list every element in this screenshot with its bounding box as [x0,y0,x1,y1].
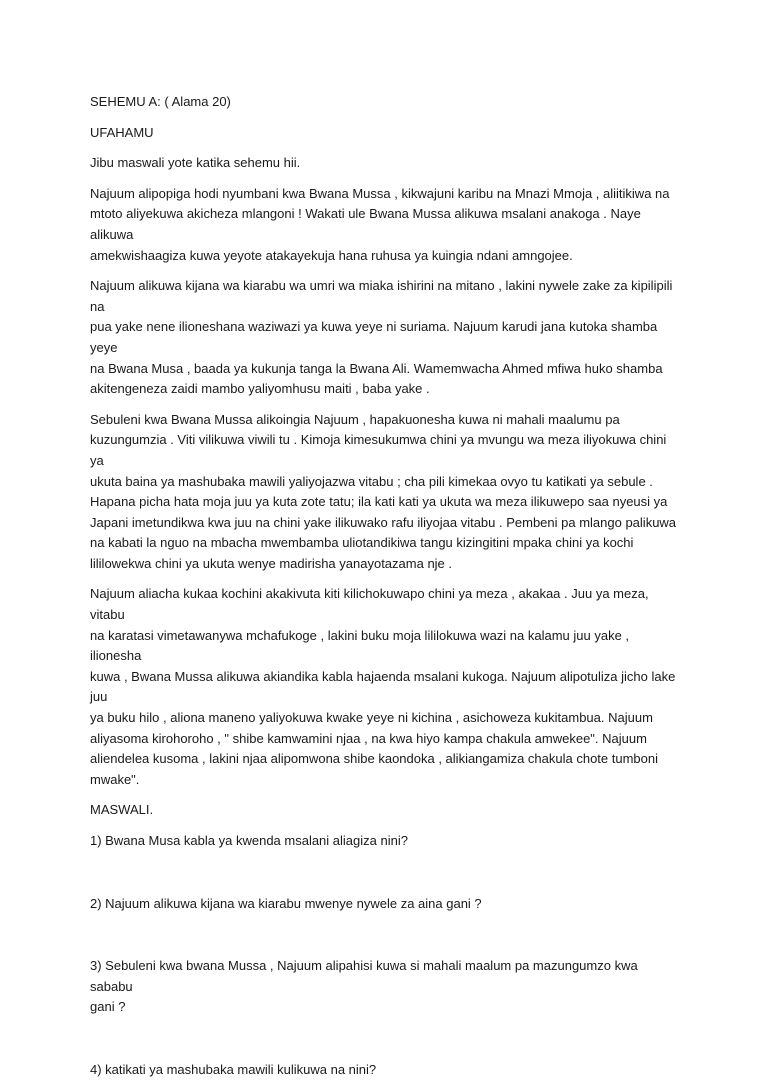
paragraph-line: Najuum aliacha kukaa kochini akakivuta kiti kilichokuwapo chini ya meza , akakaa . Juu ya meza, vitabu [90,586,649,623]
subheading: UFAHAMU [90,124,154,140]
document-page [90,92,680,1081]
question-1 [90,831,680,852]
paragraph-line: na kabati la nguo na mbacha mwembamba uliotandikiwa tangu kizingitini mpaka chini ya kochi [90,535,634,551]
paragraph-3 [90,410,680,575]
section-heading: SEHEMU A: ( Alama 20) [90,94,231,109]
question-line: 4) katikati ya mashubaka mawili kulikuwa na nini? [90,1061,377,1077]
paragraph-line: pua yake nene ilioneshana waziwazi ya kuwa yeye ni suriama. Najuum karudi jana kutoka shamba yeye [90,319,658,355]
paragraph-line: amekwishaagiza kuwa yeyote atakayekuja hana ruhusa ya kuingia ndani amngojee. [90,247,573,263]
paragraph-line: mtoto aliyekuwa akicheza mlangoni ! Wakati ule Bwana Mussa alikuwa msalani anakoga . Naye alikuwa [90,206,641,242]
paragraph-2 [90,276,680,400]
paragraph-1 [90,184,680,266]
question-line: 3) Sebuleni kwa bwana Mussa , Najuum alipahisi kuwa si mahali maalum pa mazungumzo kwa sababu [90,958,638,994]
paragraph-line: Hapana picha hata moja juu ya kuta zote tatu; ila kati kati ya ukuta wa meza ilikuwepo saa nyeusi ya [90,494,668,510]
paragraph-line: Najuum alikuwa kijana wa kiarabu wa umri wa miaka ishirini na mitano , lakini nywele zake za kipilipili na [90,278,673,314]
paragraph-line: ukuta baina ya mashubaka mawili yaliyojazwa vitabu ; cha pili kimekaa ovyo tu katikati ya sebule . [90,473,653,489]
paragraph-line: akitengeneza zaidi mambo yaliyomhusu maiti , baba yake . [90,381,430,397]
paragraph-line: ya buku hilo , aliona maneno yaliyokuwa kwake yeye ni kichina , asichoweza kukitambua. Najuum [90,710,653,726]
questions-heading: MASWALI. [90,802,154,818]
paragraph-line: kuzungumzia . Viti vilikuwa viwili tu . Kimoja kimesukumwa chini ya mvungu wa meza iliyokuwa chini ya [90,432,667,468]
question-line: 2) Najuum alikuwa kijana wa kiarabu mwenye nywele za aina gani ? [90,895,482,911]
paragraph-line: kuwa , Bwana Mussa alikuwa akiandika kabla hajaenda msalani kukoga. Najuum alipotuliza jicho lake juu [90,668,676,705]
paragraph-line: aliendelea kusoma , lakini njaa alipomwona shibe kaondoka , alikiangamiza chakula chote tumboni [90,751,659,767]
question-line: gani ? [90,999,126,1015]
paragraph-line: Najuum alipopiga hodi nyumbani kwa Bwana Mussa , kikwajuni karibu na Mnazi Mmoja , aliitikiwa na [90,185,670,201]
paragraph-line: na karatasi vimetawanywa mchafukoge , lakini buku moja lililokuwa wazi na kalamu juu yake , ilionesha [90,627,630,664]
question-line: 1) Bwana Musa kabla ya kwenda msalani aliagiza nini? [90,833,408,848]
instruction: Jibu maswali yote katika sehemu hii. [90,155,301,171]
question-4 [90,1060,680,1081]
question-2 [90,894,680,915]
paragraph-line: lililowekwa chini ya ukuta wenye madirisha yanayotazama nje . [90,555,453,571]
paragraph-4 [90,584,680,790]
paragraph-line: Sebuleni kwa Bwana Mussa alikoingia Najuum , hapakuonesha kuwa ni mahali maalumu pa [90,411,620,427]
paragraph-line: na Bwana Musa , baada ya kukunja tanga la Bwana Ali. Wamemwacha Ahmed mfiwa huko shamba [90,360,663,376]
question-3 [90,956,680,1018]
paragraph-line: aliyasoma kirohoroho , " shibe kamwamini njaa , na kwa hiyo kampa chakula amwekee". Najuum [90,730,647,746]
paragraph-line: mwake". [90,771,140,787]
paragraph-line: Japani imetundikwa kwa juu na chini yake ilikuwako rafu iliyojaa vitabu . Pembeni pa mlango palikuwa [90,514,677,530]
